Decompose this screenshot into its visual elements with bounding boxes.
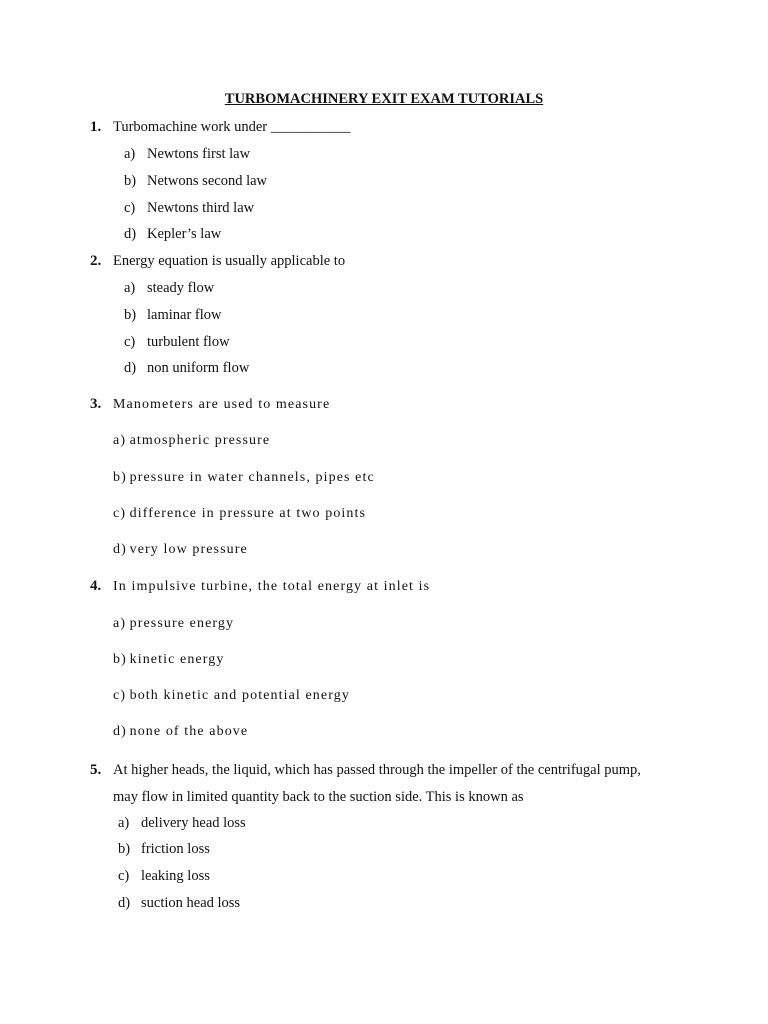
option-text: pressure energy bbox=[129, 616, 235, 631]
question-5 bbox=[90, 762, 641, 779]
question-number: 5. bbox=[90, 762, 102, 778]
option-label: d) bbox=[124, 360, 137, 376]
option-text: suction head loss bbox=[141, 895, 241, 911]
question-text: In impulsive turbine, the total energy at inlet is bbox=[113, 579, 431, 594]
question-number: 3. bbox=[90, 396, 102, 412]
option-label: a) bbox=[118, 815, 130, 831]
option-5d bbox=[118, 895, 240, 912]
option-text: none of the above bbox=[129, 724, 249, 739]
option-text: leaking loss bbox=[141, 868, 210, 884]
option-4c bbox=[113, 688, 350, 704]
option-text: kinetic energy bbox=[129, 652, 225, 667]
option-text: Newtons third law bbox=[147, 200, 255, 216]
option-5a bbox=[118, 815, 246, 832]
option-label: c) bbox=[113, 506, 127, 521]
option-5b bbox=[118, 841, 210, 858]
option-text: Netwons second law bbox=[147, 173, 268, 189]
option-label: b) bbox=[113, 470, 127, 485]
option-text: delivery head loss bbox=[141, 815, 246, 831]
option-3c bbox=[113, 506, 366, 522]
option-label: a) bbox=[124, 280, 136, 296]
option-label: d) bbox=[124, 226, 137, 242]
option-3a bbox=[113, 433, 270, 449]
option-2b bbox=[124, 307, 222, 324]
option-2d bbox=[124, 360, 249, 377]
option-label: a) bbox=[113, 616, 127, 631]
option-text: steady flow bbox=[147, 280, 215, 296]
option-2a bbox=[124, 280, 214, 297]
option-text: difference in pressure at two points bbox=[129, 506, 367, 521]
question-number: 4. bbox=[90, 578, 102, 594]
option-2c bbox=[124, 334, 230, 351]
option-4b bbox=[113, 652, 224, 668]
option-label: d) bbox=[113, 724, 127, 739]
option-1a bbox=[124, 146, 250, 163]
question-text-line-2: may flow in limited quantity back to the suction side. This is known as bbox=[113, 789, 524, 805]
option-text: turbulent flow bbox=[147, 334, 230, 350]
option-3b bbox=[113, 470, 375, 486]
page-title: TURBOMACHINERY EXIT EXAM TUTORIALS bbox=[224, 91, 544, 107]
option-label: c) bbox=[124, 200, 136, 216]
option-label: a) bbox=[113, 433, 127, 448]
question-4 bbox=[90, 578, 430, 595]
question-2 bbox=[90, 253, 345, 270]
option-text: friction loss bbox=[141, 841, 210, 857]
question-text: Energy equation is usually applicable to bbox=[113, 253, 346, 269]
option-label: b) bbox=[113, 652, 127, 667]
option-5c bbox=[118, 868, 210, 885]
question-1 bbox=[90, 119, 350, 136]
option-4d bbox=[113, 724, 248, 740]
option-text: atmospheric pressure bbox=[129, 433, 271, 448]
question-number: 2. bbox=[90, 253, 102, 269]
question-3 bbox=[90, 396, 330, 413]
option-1d bbox=[124, 226, 221, 243]
question-number: 1. bbox=[90, 119, 102, 135]
option-1b bbox=[124, 173, 267, 190]
option-1c bbox=[124, 200, 254, 217]
option-3d bbox=[113, 542, 248, 558]
question-text: Turbomachine work under ___________ bbox=[113, 119, 351, 135]
question-text: Manometers are used to measure bbox=[113, 397, 331, 412]
option-label: c) bbox=[113, 688, 127, 703]
option-label: c) bbox=[118, 868, 130, 884]
option-label: d) bbox=[118, 895, 131, 911]
option-label: b) bbox=[124, 307, 137, 323]
question-5-continuation bbox=[113, 789, 524, 806]
option-label: a) bbox=[124, 146, 136, 162]
option-text: very low pressure bbox=[129, 542, 248, 557]
option-text: non uniform flow bbox=[147, 360, 250, 376]
option-4a bbox=[113, 616, 234, 632]
option-text: laminar flow bbox=[147, 307, 222, 323]
option-label: b) bbox=[118, 841, 131, 857]
option-label: b) bbox=[124, 173, 137, 189]
option-text: pressure in water channels, pipes etc bbox=[129, 470, 375, 485]
option-text: Newtons first law bbox=[147, 146, 251, 162]
option-text: Kepler’s law bbox=[147, 226, 222, 242]
question-text: At higher heads, the liquid, which has passed through the impeller of the centrifugal pump, bbox=[113, 762, 641, 778]
option-label: c) bbox=[124, 334, 136, 350]
option-text: both kinetic and potential energy bbox=[129, 688, 350, 703]
option-label: d) bbox=[113, 542, 127, 557]
